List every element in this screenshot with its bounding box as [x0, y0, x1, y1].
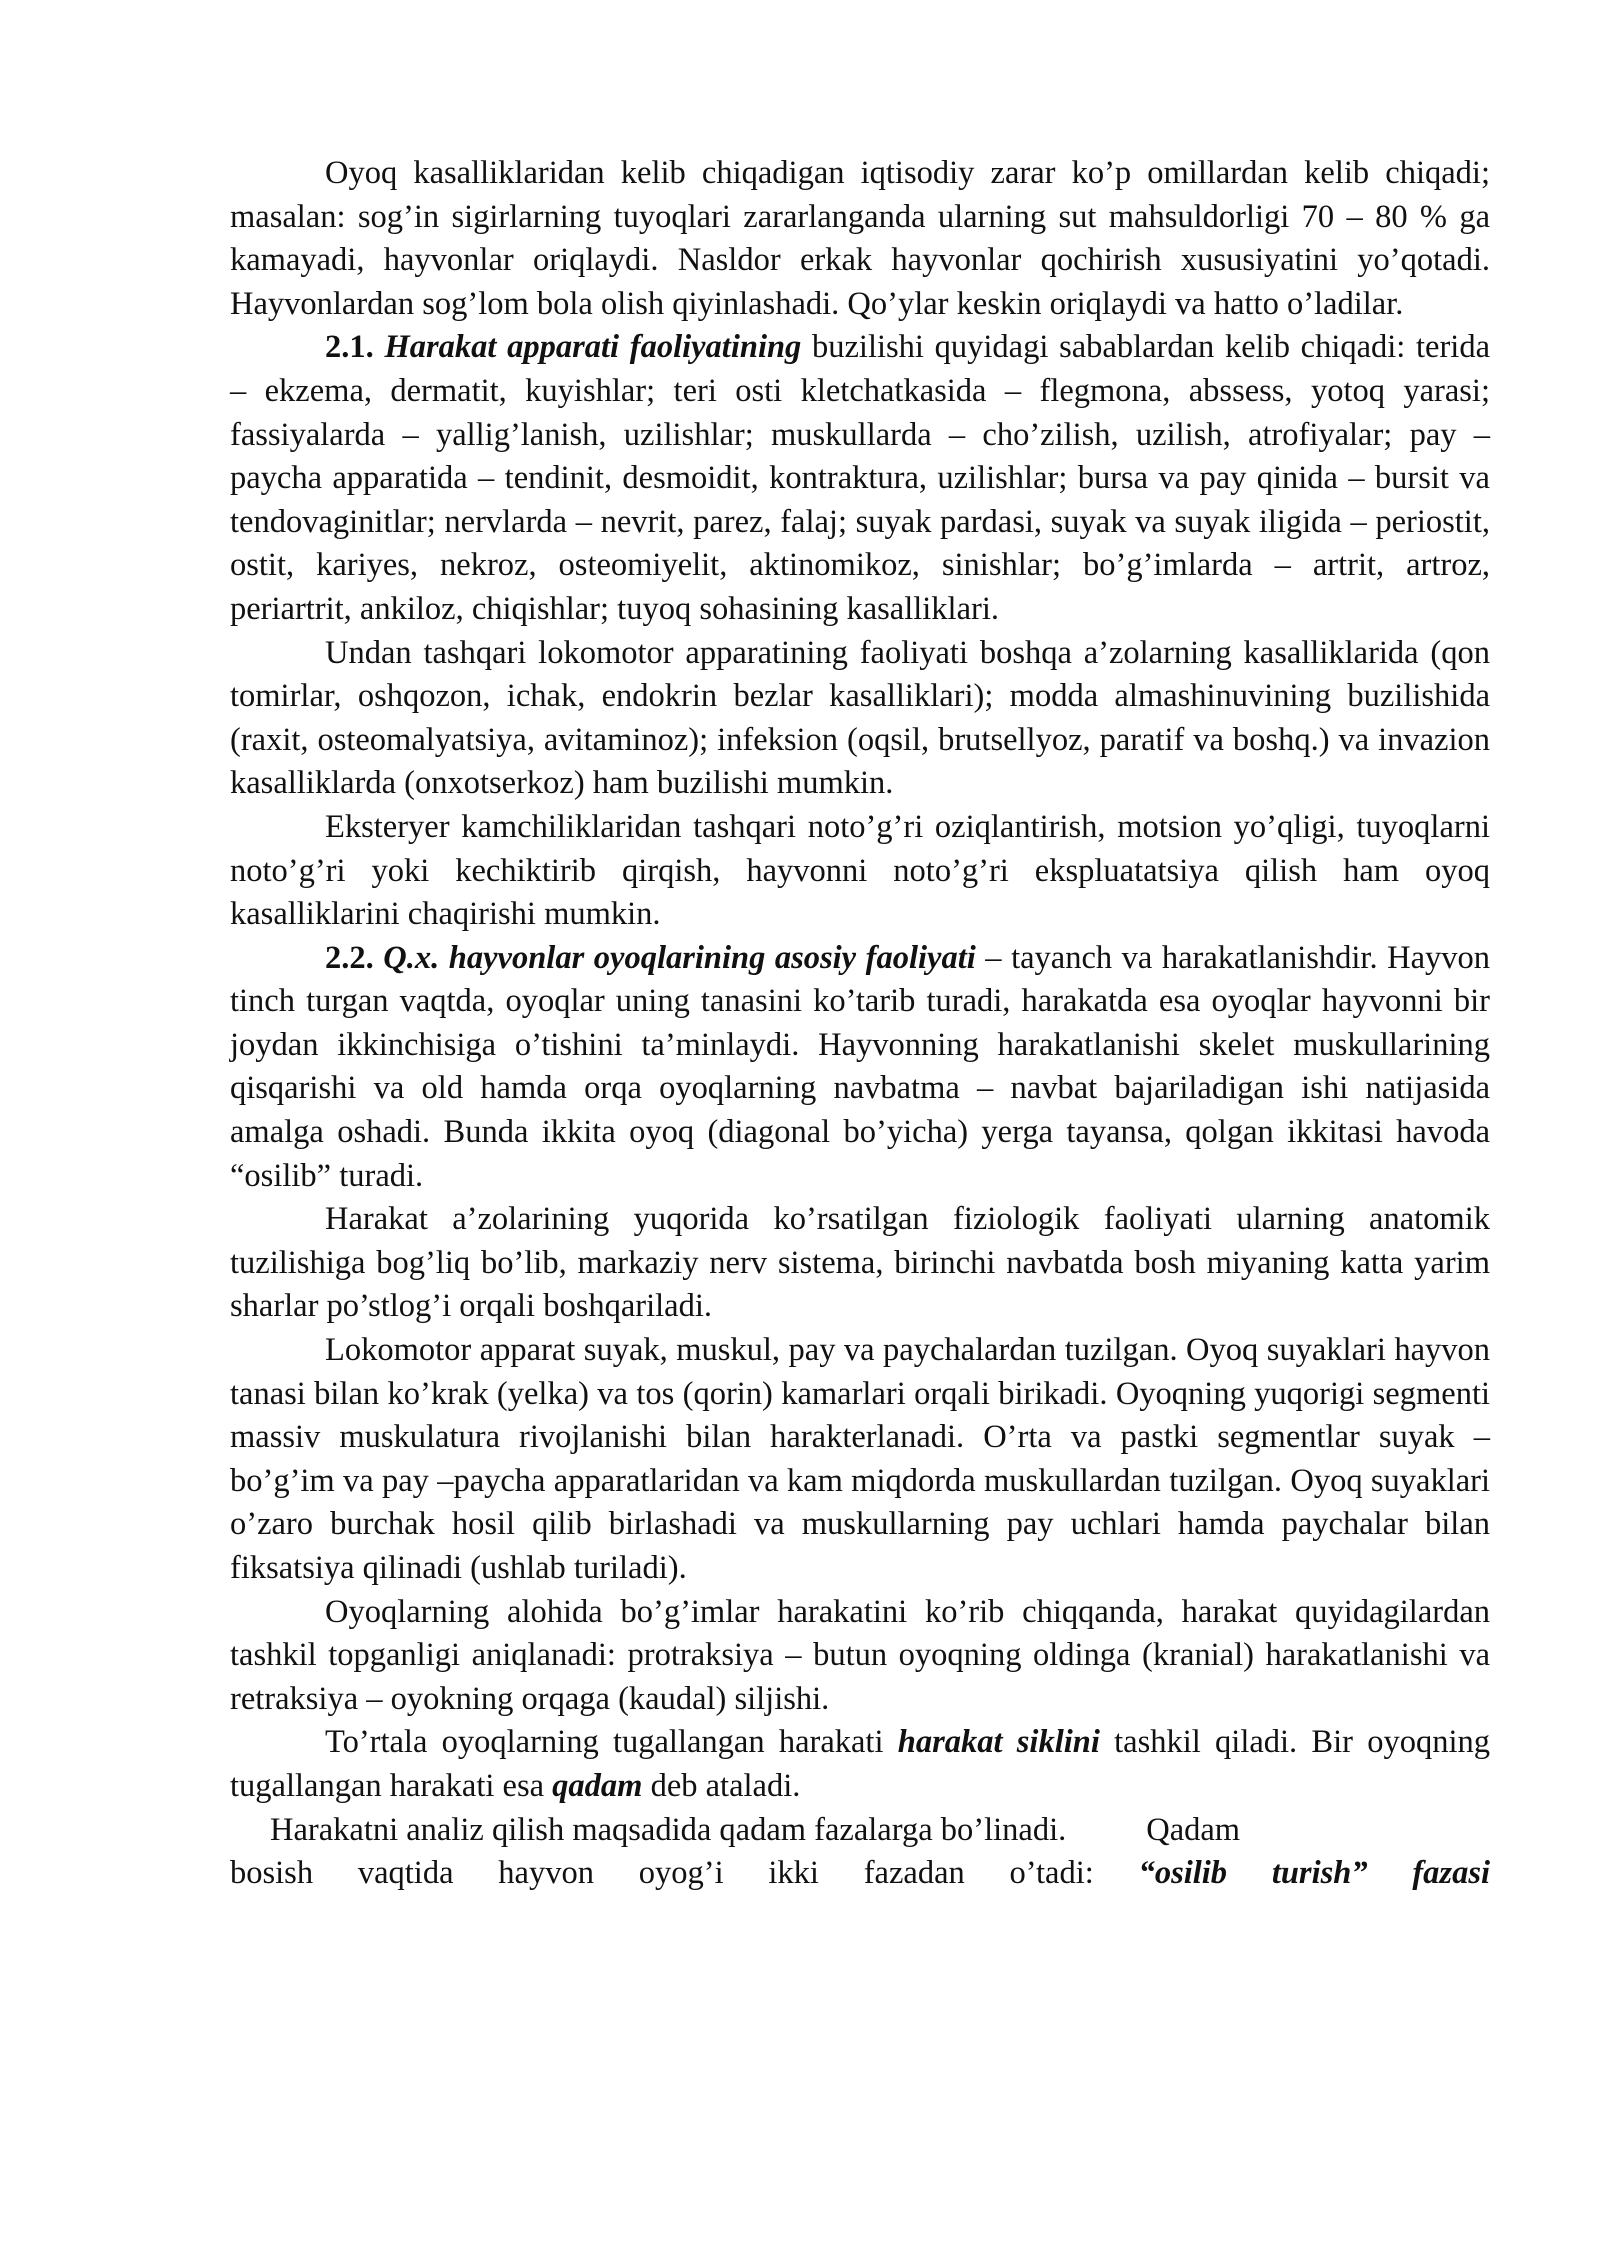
text-run: Harakatni analiz qilish maqsadida qadam fazalarga bo’linadi. [270, 1811, 1067, 1848]
paragraph-step-phases [230, 1809, 1490, 1853]
text-run: deb ataladi. [642, 1767, 801, 1804]
paragraph-step-phases-cont [230, 1852, 1490, 1896]
text-run: bosish vaqtida hayvon oyog’i ikki fazadan o’tadi: [230, 1855, 1139, 1892]
document-page [230, 152, 1490, 1896]
text-run: Qadam [1146, 1811, 1241, 1848]
paragraph-exterior-defects: Eksteryer kamchiliklaridan tashqari noto’g’ri oziqlantirish, motsion yo’qligi, tuyoqlarni noto’g’ri yoki kechiktirib qirqish, hayvonni noto’g’ri ekspluatatsiya qilish ham oyoq kasalliklarini chaqirishi mumkin. [230, 808, 1490, 933]
section-text: buzilishi quyidagi sabablardan kelib chiqadi: terida – ekzema, dermatit, kuyishlar; teri osti kletchatkasida – flegmona, abssess, yotoq yarasi; fassiyalarda – yallig’lanish, uzilishlar; muskullarda – cho’zilish, uzilish, atrofiyalar; pay – paycha apparatida – tendinit, desmoidit, kontraktura, uzilishlar; bursa va pay qinida – bursit va tendovaginitlar; nervlarda – nevrit, parez, falaj; suyak pardasi, suyak va suyak iligida – periostit, ostit, kariyes, nekroz, osteomiyelit, aktinomikoz, sinishlar; bo’g’imlarda – artrit, artroz, periartrit, ankiloz, chiqishlar; tuyoq sohasining kasalliklari. [230, 329, 1491, 627]
paragraph-joint-movement: Oyoqlarning alohida bo’g’imlar harakatini ko’rib chiqqanda, harakat quyidagilardan tashkil topganligi aniqlanadi: protraksiya – butun oyoqning oldinga (kranial) harakatlanishi va retraksiya – oyokning orqaga (kaudal) siljishi. [230, 1593, 1490, 1717]
paragraph-locomotor-other-diseases: Undan tashqari lokomotor apparatining faoliyati boshqa a’zolarning kasalliklarida (qon tomirlar, oshqozon, ichak, endokrin bezlar kasalliklari); modda almashinuvining buzilishida (raxit, osteomalyatsiya, avitaminoz); infeksion (oqsil, brutsellyoz, paratif va boshq.) va invazion kasalliklarda (onxotserkoz) ham buzilishi mumkin. [230, 634, 1490, 802]
section-number: 2.2. [325, 939, 374, 976]
paragraph-economic-damage: Oyoq kasalliklaridan kelib chiqadigan iqtisodiy zarar ko’p omillardan kelib chiqadi; masalan: sog’in sigirlarning tuyoqlari zararlanganda ularning sut mahsuldorligi 70 – 80 % ga kamayadi, hayvonlar oriqlaydi. Nasldor erkak hayvonlar qochirish xususiyatini yo’qotadi. Hayvonlardan sog’lom bola olish qiyinlashadi. Qo’ylar keskin oriqlaydi va hatto o’ladilar. [230, 155, 1490, 322]
text-run: To’rtala oyoqlarning tugallangan harakati [325, 1724, 898, 1761]
section-text: – tayanch va harakatlanishdir. Hayvon tinch turgan vaqtda, oyoqlar uning tanasini ko’tarib turadi, harakatda esa oyoqlar hayvonni bir joydan ikkinchisiga o’tishini ta’minlaydi. Hayvonning harakatlanishi skelet muskullarining qisqarishi va old hamda orqa oyoqlarning navbatma – navbat bajariladigan ishi natijasida amalga oshadi. Bunda ikkita oyoq (diagonal bo’yicha) yerga tayansa, qolgan ikkitasi havoda “osilib” turadi. [230, 939, 1491, 1194]
paragraph-physiology: Harakat a’zolarining yuqorida ko’rsatilgan fiziologik faoliyati ularning anatomik tuzilishiga bog’liq bo’lib, markaziy nerv sistema, birinchi navbatda bosh miyaning katta yarim sharlar po’stlog’i orqali boshqariladi. [230, 1201, 1490, 1325]
paragraph-motion-cycle [230, 1721, 1490, 1808]
term-osilib-turish-fazasi: “osilib turish” fazasi [1138, 1855, 1491, 1892]
section-number: 2.1. [325, 329, 374, 366]
section-title: Q.x. hayvonlar oyoqlarining asosiy faoliyati [383, 939, 976, 976]
term-harakat-siklini: harakat siklini [897, 1724, 1100, 1761]
paragraph-section-2-2 [230, 937, 1490, 1199]
paragraph-locomotor-structure: Lokomotor apparat suyak, muskul, pay va paychalardan tuzilgan. Oyoq suyaklari hayvon tanasi bilan ko’krak (yelka) va tos (qorin) kamarlari orqali birikadi. Oyoqning yuqorigi segmenti massiv muskulatura rivojlanishi bilan harakterlanadi. O’rta va pastki segmentlar suyak – bo’g’im va pay –paycha apparatlaridan va kam miqdorda muskullardan tuzilgan. Oyoq suyaklari o’zaro burchak hosil qilib birlashadi va muskullarning pay uchlari hamda paychalar bilan fiksatsiya qilinadi (ushlab turiladi). [230, 1332, 1490, 1586]
paragraph-section-2-1 [230, 326, 1490, 631]
term-qadam: qadam [552, 1767, 643, 1804]
section-title: Harakat apparati faoliyatining [384, 329, 802, 366]
text-run: tashkil qiladi. Bir oyoqning tugallangan harakati esa [230, 1724, 1491, 1804]
